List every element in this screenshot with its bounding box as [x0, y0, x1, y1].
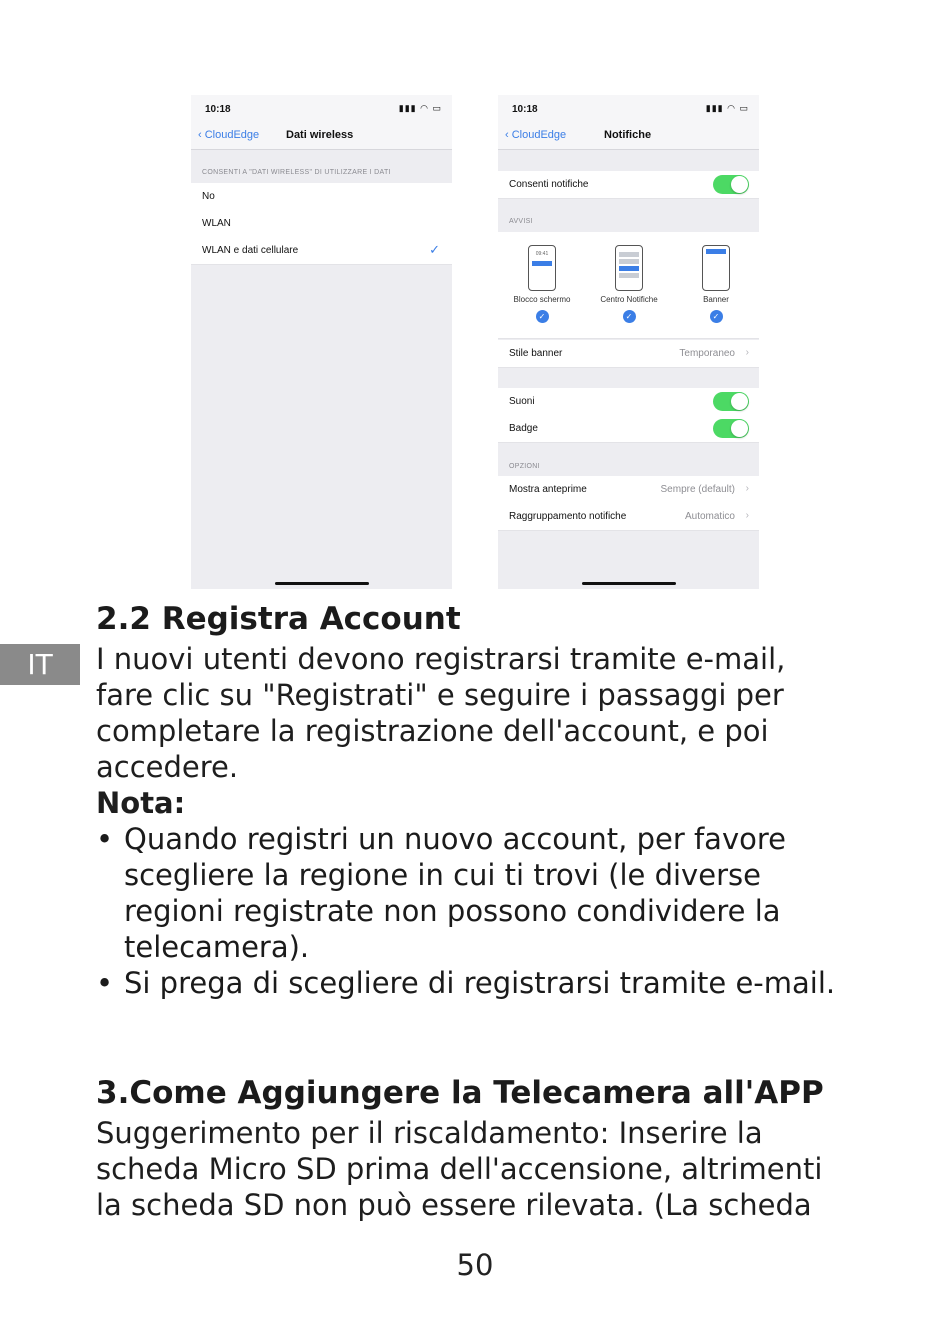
nav-title: Notifiche — [604, 129, 652, 141]
sounds-row — [498, 388, 759, 416]
back-button[interactable] — [505, 129, 566, 141]
alerts-panel — [498, 232, 759, 339]
option-row-wlan[interactable] — [191, 210, 452, 238]
option-row-wlan-cellular[interactable] — [191, 237, 452, 265]
row-label: Badge — [509, 423, 538, 434]
row-value: Sempre (default) — [660, 484, 735, 495]
alert-option-banner[interactable] — [681, 245, 751, 323]
status-bar — [191, 95, 452, 123]
bullet-line: regioni registrate non possono condividere la — [124, 894, 781, 928]
alert-label: Blocco schermo — [513, 295, 571, 304]
body-line: I nuovi utenti devono registrarsi tramite e-mail, — [96, 642, 786, 676]
banner-style-row[interactable] — [498, 340, 759, 368]
body-line: la scheda SD non può essere rilevata. (La scheda — [96, 1188, 812, 1222]
page-number: 50 — [456, 1248, 494, 1282]
chevron-right-icon: › — [745, 483, 749, 494]
bullet-line: Quando registri un nuovo account, per favore — [124, 822, 786, 856]
chevron-right-icon: › — [745, 347, 749, 358]
phone-screenshot-notifications — [498, 95, 759, 589]
section-title-register-account: 2.2 Registra Account — [96, 601, 461, 637]
checkmark-icon: ✓ — [429, 242, 440, 257]
option-label: No — [202, 191, 215, 202]
option-row-no[interactable] — [191, 183, 452, 211]
nav-bar — [191, 123, 452, 150]
check-circle-icon: ✓ — [710, 310, 723, 323]
bullet-line: telecamera). — [124, 930, 310, 964]
back-label: CloudEdge — [204, 129, 260, 141]
preview-time: 09:41 — [535, 251, 549, 257]
body-line: accedere. — [96, 750, 239, 784]
bullet-dot-icon: • — [96, 966, 114, 1000]
phone-preview-icon — [615, 245, 643, 291]
phone-preview-icon — [528, 245, 556, 291]
row-label: Consenti notifiche — [509, 179, 589, 190]
bullet-line: Si prega di scegliere di registrarsi tramite e-mail. — [124, 966, 836, 1000]
row-label: Suoni — [509, 396, 535, 407]
chevron-left-icon: ‹ — [198, 129, 205, 141]
option-label: WLAN e dati cellulare — [202, 245, 299, 256]
check-circle-icon: ✓ — [536, 310, 549, 323]
body-line: scheda Micro SD prima dell'accensione, altrimenti — [96, 1152, 823, 1186]
home-indicator — [275, 582, 369, 585]
phone-screenshot-wireless-data — [191, 95, 452, 589]
alert-label: Banner — [703, 295, 729, 304]
phone-preview-icon — [702, 245, 730, 291]
chevron-left-icon: ‹ — [505, 129, 512, 141]
row-label: Stile banner — [509, 348, 563, 359]
option-label: WLAN — [202, 218, 231, 229]
options-header: OPZIONI — [509, 463, 540, 470]
allow-notifications-row — [498, 171, 759, 199]
nav-title: Dati wireless — [286, 129, 354, 141]
sounds-toggle[interactable] — [713, 392, 749, 411]
chevron-right-icon: › — [745, 510, 749, 521]
bullet-line: scegliere la regione in cui ti trovi (le diverse — [124, 858, 761, 892]
signal-wifi-battery-icon: ▮▮▮ ◠ ▭ — [398, 103, 442, 113]
body-line: fare clic su "Registrati" e seguire i passaggi per — [96, 678, 784, 712]
badge-toggle[interactable] — [713, 419, 749, 438]
row-label: Mostra anteprime — [509, 484, 587, 495]
alert-label: Centro Notifiche — [600, 295, 658, 304]
note-label: Nota: — [96, 786, 186, 820]
status-bar — [498, 95, 759, 123]
nav-bar — [498, 123, 759, 150]
language-tab: IT — [0, 644, 80, 685]
body-line: completare la registrazione dell'account, e poi — [96, 714, 769, 748]
section-title-add-camera: 3.Come Aggiungere la Telecamera all'APP — [96, 1075, 824, 1111]
notification-grouping-row[interactable] — [498, 503, 759, 531]
signal-wifi-battery-icon: ▮▮▮ ◠ ▭ — [705, 103, 749, 113]
status-time: 10:18 — [512, 104, 538, 115]
row-label: Raggruppamento notifiche — [509, 511, 627, 522]
badge-row — [498, 415, 759, 443]
show-previews-row[interactable] — [498, 476, 759, 504]
row-value: Automatico — [684, 511, 735, 522]
status-time: 10:18 — [205, 104, 231, 115]
body-line: Suggerimento per il riscaldamento: Inserire la — [96, 1116, 763, 1150]
section-header: CONSENTI A "DATI WIRELESS" DI UTILIZZARE I DATI — [202, 169, 391, 176]
bullet-dot-icon: • — [96, 822, 114, 856]
back-label: CloudEdge — [511, 129, 567, 141]
check-circle-icon: ✓ — [623, 310, 636, 323]
alert-option-lock-screen[interactable] — [507, 245, 577, 323]
allow-notifications-toggle[interactable] — [713, 175, 749, 194]
home-indicator — [582, 582, 676, 585]
back-button[interactable] — [198, 129, 259, 141]
alert-option-notification-center[interactable] — [594, 245, 664, 323]
row-value: Temporaneo — [679, 348, 735, 359]
alerts-header: AVVISI — [509, 218, 533, 225]
